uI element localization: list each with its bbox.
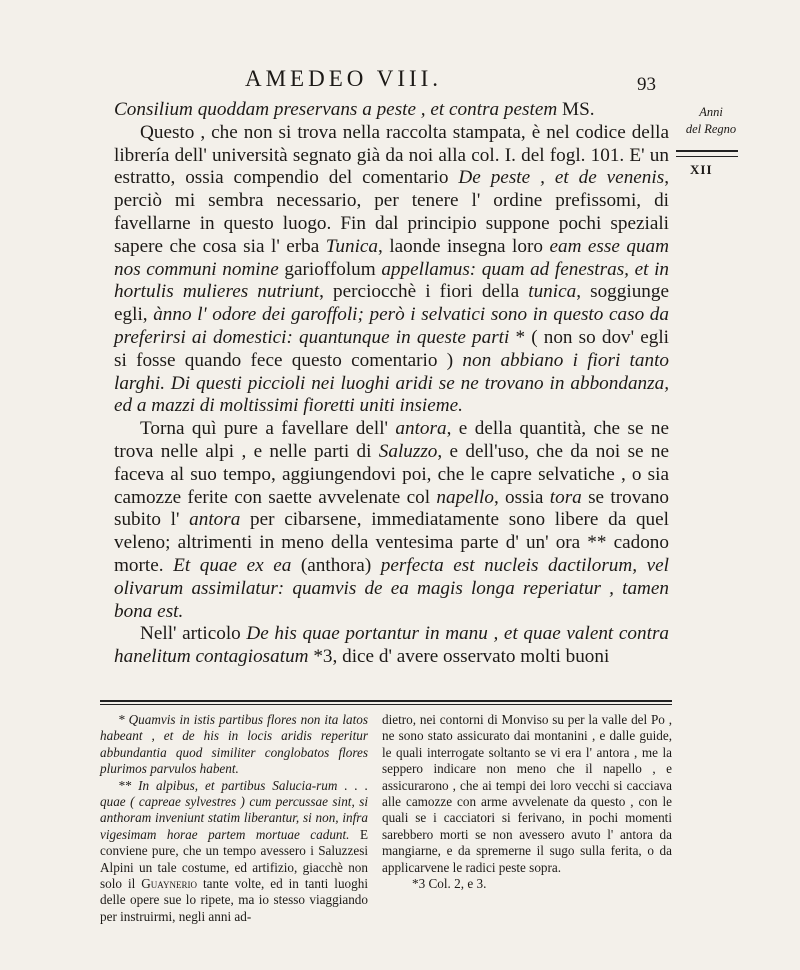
section-heading: Consilium quoddam preservans a peste , et contra pestem MS. [114,99,595,120]
footnote-rule [100,700,672,702]
main-text [114,99,669,669]
footnote-3: *3 Col. 2, e 3. [412,876,487,892]
margin-rule [676,150,738,157]
page-number: 93 [637,74,656,95]
paragraph-2: Torna quì pure a favellare dell' antora, e della quantità, che se ne trova nelle alpi , e nelle parti di Saluzzo, e dell'uso, che da noi se ne faceva al suo tempo, aggiungendovi poi, che le capre selvatiche , o sia camozze ferite con saette avvelenate col napello, ossia tora se trovano subito l' antora per cibarsene, immediatamente sono libere da quel veleno; altrimenti in meno della ventesima parte d' un' ora ** cadono morte. Et quae ex ea (anthora) perfecta est nucleis dactilorum, vel olivarum assimilatur: quamvis de ea magis longa reperiatur , tamen bona est. [114,418,670,622]
margin-note-line2: del Regno [685,122,737,136]
margin-year: XII [690,162,713,177]
footnote-continuation: dietro, nei contorni di Monviso su per la valle del Po , ne sono stato assicurato dai montanini , e dalle guide, le quali interrogate soltanto se vi era l' antora , me la seppero indicare non meno che il napello , e assicurarono , che ai tempi dei loro vecchi si cacciava alle camozze con arme avvelenate da questo , con le quali se i cacciatori si ferivano, in pochi momenti sarebbero morti se non avessero avuto l' antora da mangiarne, e da spremerne il sugo sulla ferita, o da applicarvene le radici peste sopra. [382,712,672,875]
running-head: AMEDEO VIII. [245,66,443,91]
footnote-rule-thin [100,704,672,705]
margin-note [676,104,746,138]
paragraph-1: Questo , che non si trova nella raccolta stampata, è nel codice della librería dell' università segnato già da noi alla col. I. del fogl. 101. E' un estratto, ossia compendio del comentario De peste , et de venenis, perciò mi sembra necessario, per tenere l' ordine prefissomi, di favellarne in questo luogo. Fin dal principio suppone pochi speziali sapere che cosa sia l' erba Tunica, laonde insegna loro eam esse quam nos communi nomine garioffolum appellamus: quam ad fenestras, et in hortulis mulieres nutriunt, perciocchè i fiori della tunica, soggiunge egli, ànno l' odore dei garoffoli; però i selvatici sono in questo caso da preferirsi ai domestici: quantunque in queste parti * ( non so dov' egli si fosse quando fece questo comentario ) non abbiano i fiori tanto larghi. Di questi piccioli nei luoghi aridi se ne trovano in abbondanza, ed a mazzi di moltissimi fioretti uniti insieme. [114,121,670,417]
footnotes-right-column [382,712,672,892]
footnotes-left-column [100,712,368,925]
paragraph-3: Nell' articolo De his quae portantur in manu , et quae valent contra hanelitum contagiosatum *3, dice d' avere osservato molti buoni [114,623,669,668]
footnote-1: * Quamvis in istis partibus flores non ita latos habeant , et de his in locis aridis reperitur abbundantia quod similiter conglobatos flores plurimos parvulos habent. [100,712,368,777]
margin-note-line1: Anni [699,105,723,119]
footnote-2: ** In alpibus, et partibus Salucia-rum . . . quae ( capreae sylvestres ) cum percussae sint, si anthoram inveniunt statim liberantur, si non, infra vigesimam horae partem mortuae cadunt. E conviene pure, che un tempo avessero i Saluzzesi Alpini un tale costume, ed artifizio, giacchè non solo il Guaynerio tante volte, ed in tanti luoghi delle opere sue lo ripete, ma io stesso viaggiando per instruirmi, negli anni ad- [100,777,369,924]
